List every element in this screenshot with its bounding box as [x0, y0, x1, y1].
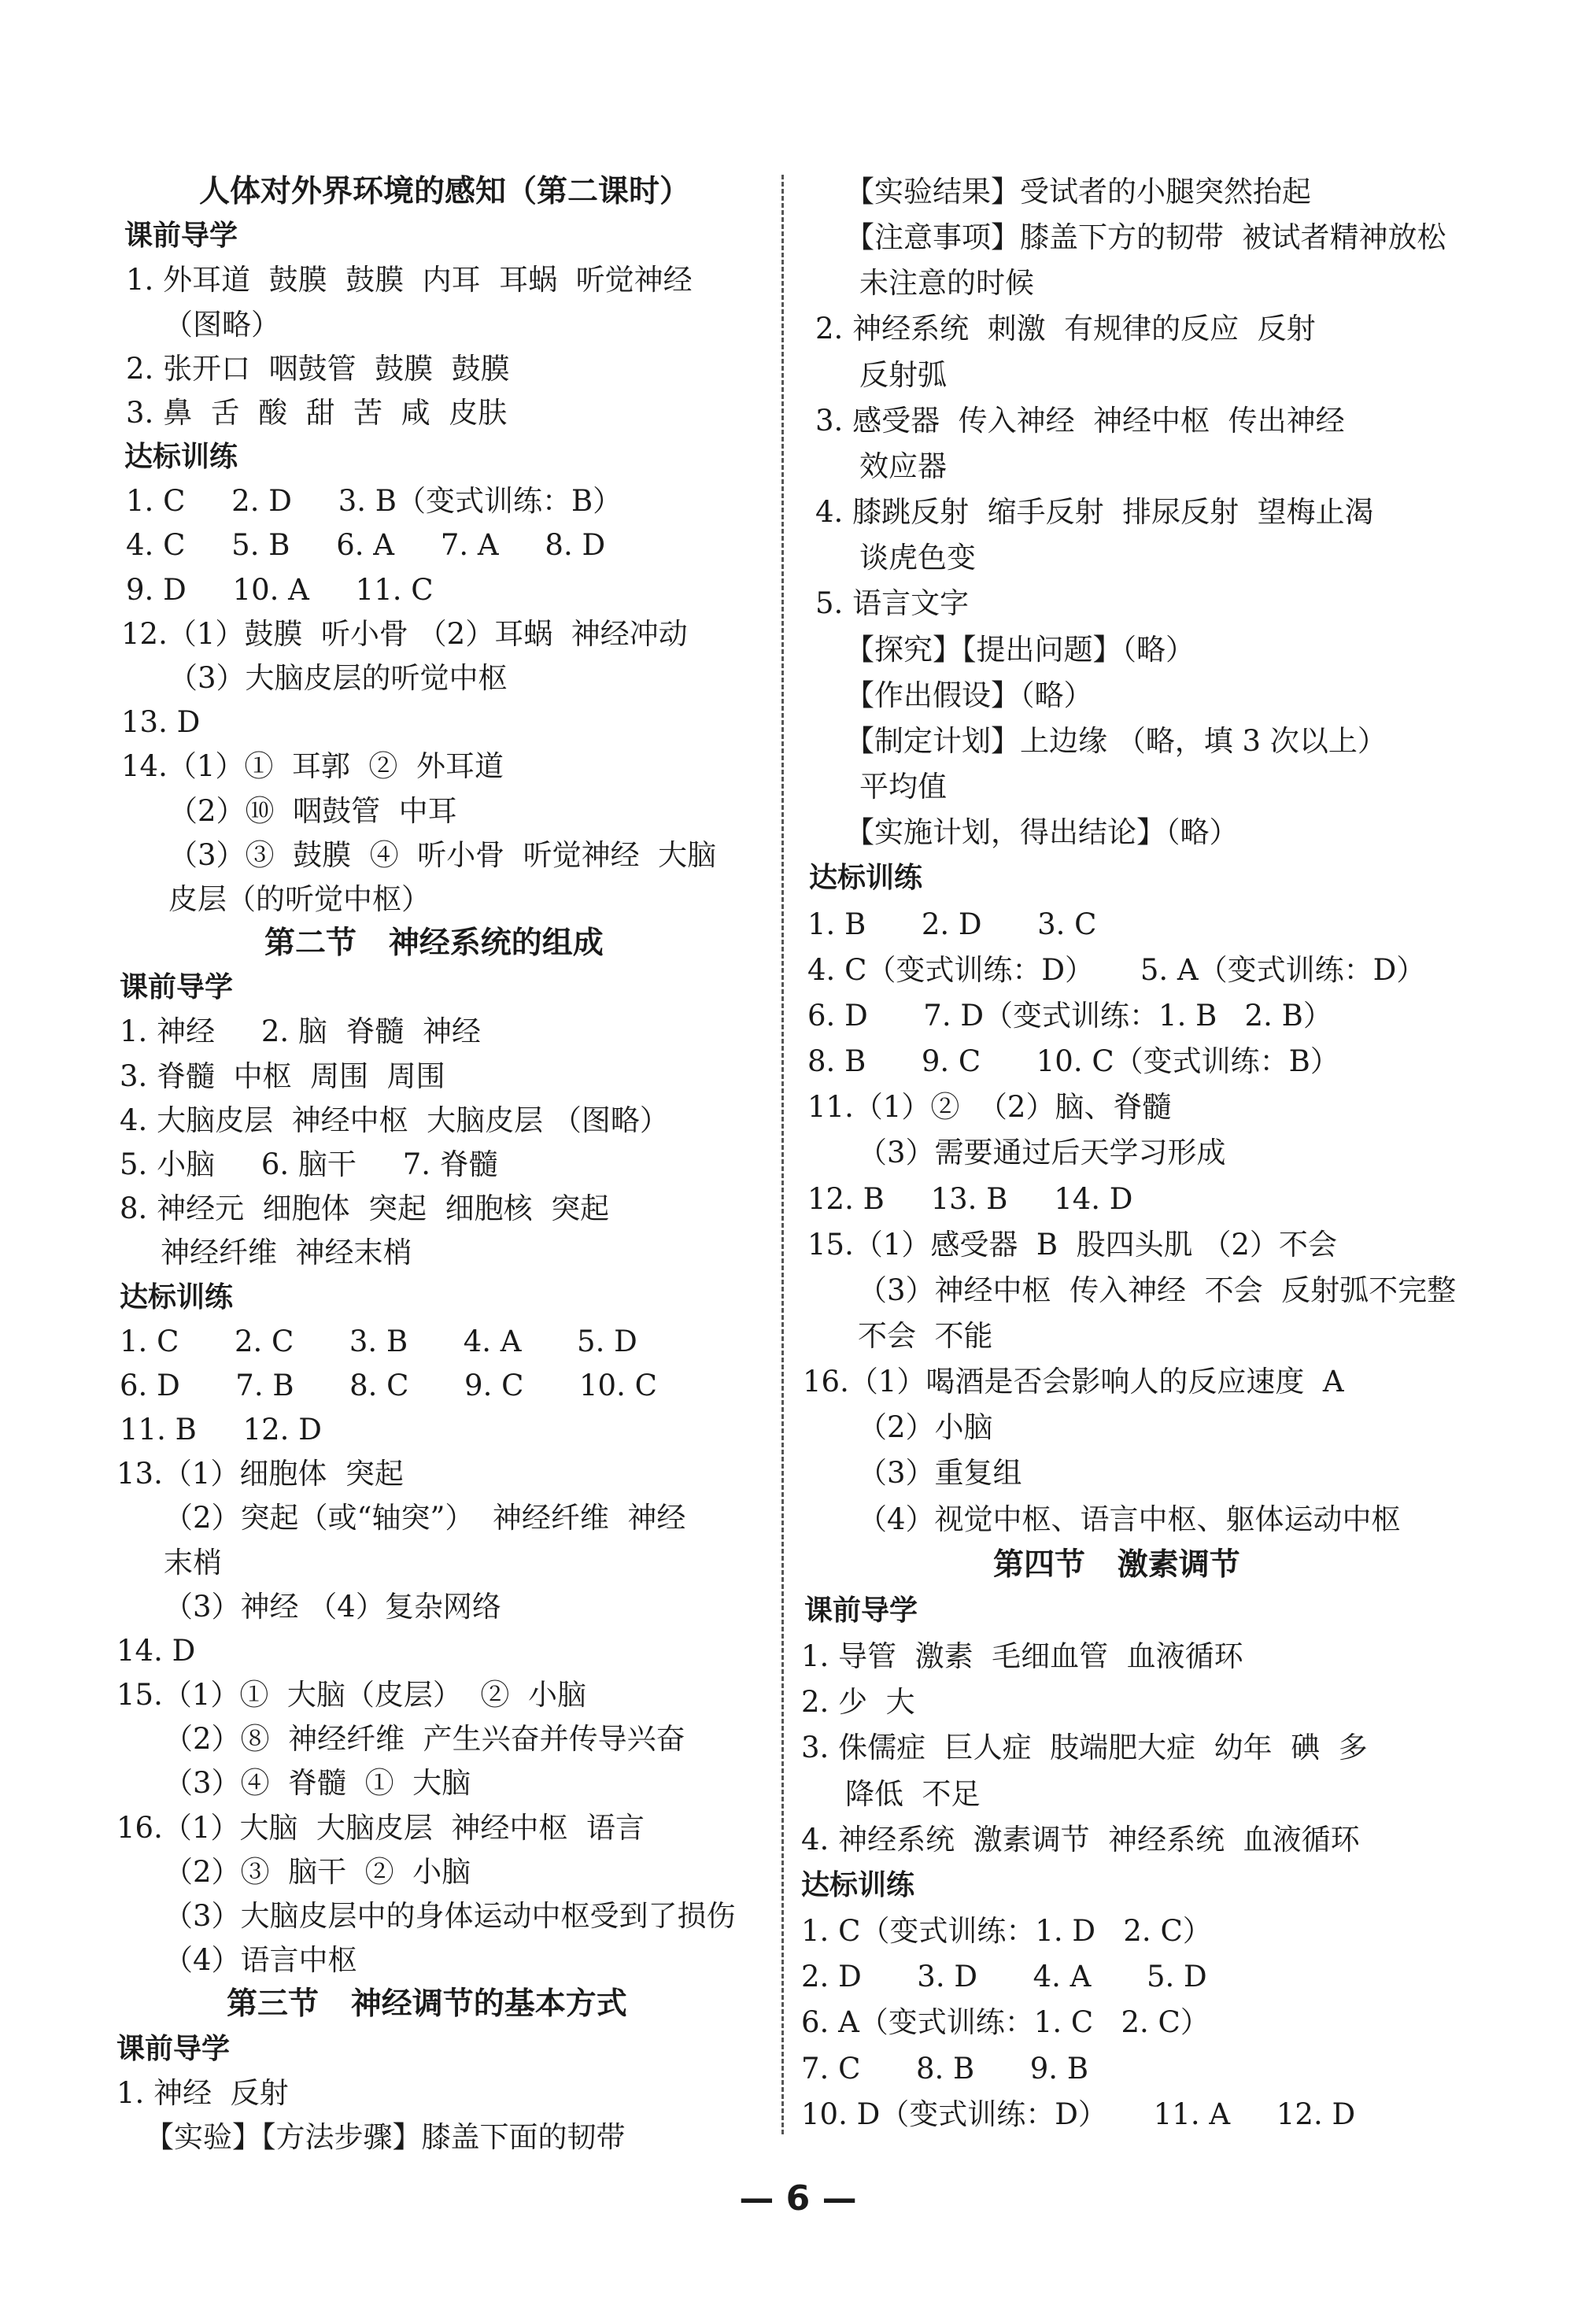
section-heading: 课前导学 — [124, 220, 238, 253]
answer-line: 1. 神经 2. 脑 脊髓 神经 — [120, 1014, 481, 1049]
page-number: — 6 — — [739, 2178, 857, 2219]
answer-line: 【实验】【方法步骤】膝盖下面的韧带 — [145, 2119, 626, 2154]
answer-line: 1. B 2. D 3. C — [807, 907, 1097, 941]
answer-line: 【实施计划，得出结论】（略） — [845, 815, 1239, 850]
answer-line: （3）需要通过后天学习形成 — [858, 1136, 1226, 1170]
answer-line: 4. C 5. B 6. A 7. A 8. D — [126, 528, 606, 563]
answer-line: 平均值 — [859, 770, 947, 804]
answer-line: 【作出假设】（略） — [845, 678, 1093, 712]
answer-line: 【实验结果】受试者的小腿突然抬起 — [845, 175, 1311, 209]
answer-line: （3）大脑皮层的听觉中枢 — [168, 660, 508, 695]
answer-line: 11. B 12. D — [120, 1413, 322, 1447]
answer-line: 1. 神经 反射 — [116, 2075, 289, 2110]
answer-line: 【探究】【提出问题】（略） — [845, 632, 1195, 667]
answer-line: 2. 神经系统 刺激 有规律的反应 反射 — [815, 312, 1316, 346]
answer-line: 15.（1）感受器 B 股四头肌 （2）不会 — [807, 1227, 1337, 1262]
answer-line: 4. 神经系统 激素调节 神经系统 血液循环 — [801, 1822, 1360, 1857]
answer-line: 5. 小脑 6. 脑干 7. 脊髓 — [120, 1147, 498, 1181]
answer-line: 6. D 7. D（变式训练：1. B 2. B） — [807, 998, 1332, 1033]
answer-line: 9. D 10. A 11. C — [126, 572, 434, 607]
column-divider — [781, 175, 784, 2134]
answer-line: 10. D（变式训练：D） 11. A 12. D — [801, 2097, 1356, 2131]
answer-line: 5. 语言文字 — [815, 586, 970, 621]
answer-line: （3）神经 （4）复杂网络 — [164, 1589, 501, 1624]
answer-line: 皮层（的听觉中枢） — [168, 881, 430, 916]
answer-line: 反射弧 — [859, 357, 947, 392]
section-title: 人体对外界环境的感知（第二课时） — [199, 174, 691, 209]
section-heading: 课前导学 — [804, 1594, 918, 1627]
answer-line: 16.（1）喝酒是否会影响人的反应速度 A — [803, 1365, 1344, 1399]
section-heading: 课前导学 — [120, 971, 234, 1004]
answer-line: 12.（1）鼓膜 听小骨 （2）耳蜗 神经冲动 — [121, 616, 688, 651]
answer-line: （3）神经中枢 传入神经 不会 反射弧不完整 — [858, 1273, 1457, 1307]
answer-line: 降低 不足 — [845, 1776, 981, 1811]
answer-line: 8. B 9. C 10. C（变式训练：B） — [807, 1044, 1339, 1079]
answer-line: 末梢 — [164, 1545, 222, 1580]
answer-line: 不会 不能 — [858, 1319, 993, 1353]
answer-line: 3. 侏儒症 巨人症 肢端肥大症 幼年 碘 多 — [801, 1731, 1368, 1765]
answer-line: 1. C 2. C 3. B 4. A 5. D — [120, 1324, 637, 1358]
answer-line: 未注意的时候 — [859, 266, 1034, 301]
answer-line: 7. C 8. B 9. B — [801, 2051, 1089, 2086]
section-heading: 达标训练 — [801, 1868, 915, 1901]
section-title: 第四节 激素调节 — [993, 1546, 1240, 1583]
answer-line: 2. D 3. D 4. A 5. D — [801, 1960, 1207, 1994]
answer-line: 6. A（变式训练：1. C 2. C） — [801, 2005, 1210, 2040]
answer-line: 1. 外耳道 鼓膜 鼓膜 内耳 耳蜗 听觉神经 — [126, 263, 693, 297]
answer-line: 【制定计划】上边缘 （略，填 3 次以上） — [845, 723, 1387, 758]
answer-line: 谈虎色变 — [859, 541, 976, 575]
answer-line: （2）突起（或“轴突”） 神经纤维 神经 — [164, 1501, 686, 1535]
answer-line: 14. D — [116, 1633, 196, 1668]
answer-line: 【注意事项】膝盖下方的韧带 被试者精神放松 — [845, 220, 1446, 255]
answer-line: （4）语言中枢 — [164, 1943, 357, 1978]
answer-line: 3. 鼻 舌 酸 甜 苦 咸 皮肤 — [126, 395, 508, 430]
answer-line: 13.（1）细胞体 突起 — [116, 1457, 404, 1491]
answer-line: 13. D — [121, 705, 201, 740]
answer-line: （2）小脑 — [858, 1410, 993, 1445]
answer-line: （图略） — [164, 307, 280, 342]
answer-line: （2）⑧ 神经纤维 产生兴奋并传导兴奋 — [164, 1722, 685, 1757]
answer-line: 1. 导管 激素 毛细血管 血液循环 — [801, 1639, 1243, 1674]
answer-line: （3）重复组 — [858, 1456, 1022, 1491]
section-heading: 达标训练 — [120, 1280, 234, 1314]
answer-line: （3）③ 鼓膜 ④ 听小骨 听觉神经 大脑 — [168, 837, 717, 872]
answer-line: 2. 张开口 咽鼓管 鼓膜 鼓膜 — [126, 351, 510, 386]
answer-line: 1. C（变式训练：1. D 2. C） — [801, 1914, 1212, 1949]
answer-line: 11.（1）② （2）脑、脊髓 — [807, 1090, 1172, 1125]
answer-line: 16.（1）大脑 大脑皮层 神经中枢 语言 — [116, 1810, 645, 1845]
answer-line: 神经纤维 神经末梢 — [161, 1236, 412, 1270]
answer-line: 4. 大脑皮层 神经中枢 大脑皮层 （图略） — [120, 1103, 669, 1137]
answer-line: 效应器 — [859, 449, 947, 483]
answer-line: 12. B 13. B 14. D — [807, 1181, 1133, 1216]
section-heading: 达标训练 — [809, 862, 923, 895]
answer-line: 8. 神经元 细胞体 突起 细胞核 突起 — [120, 1192, 610, 1226]
answer-line: （2）③ 脑干 ② 小脑 — [164, 1854, 471, 1889]
answer-line: 3. 脊髓 中枢 周围 周围 — [120, 1059, 445, 1093]
section-heading: 课前导学 — [116, 2032, 231, 2065]
section-title: 第二节 神经系统的组成 — [264, 926, 604, 962]
section-heading: 达标训练 — [124, 441, 238, 474]
section-title: 第三节 神经调节的基本方式 — [227, 1986, 627, 2023]
answer-line: 15.（1）① 大脑（皮层） ② 小脑 — [116, 1678, 586, 1713]
answer-line: 14.（1）① 耳郭 ② 外耳道 — [121, 749, 504, 784]
answer-line: （4）视觉中枢、语言中枢、躯体运动中枢 — [858, 1502, 1401, 1536]
answer-line: （3）大脑皮层中的身体运动中枢受到了损伤 — [164, 1899, 736, 1934]
answer-line: 3. 感受器 传入神经 神经中枢 传出神经 — [815, 403, 1345, 438]
answer-line: （2）⑩ 咽鼓管 中耳 — [168, 793, 457, 828]
answer-line: 2. 少 大 — [801, 1685, 915, 1720]
answer-line: 4. 膝跳反射 缩手反射 排尿反射 望梅止渴 — [815, 495, 1374, 530]
answer-line: 4. C（变式训练：D） 5. A（变式训练：D） — [807, 952, 1426, 987]
answer-line: 1. C 2. D 3. B（变式训练：B） — [126, 484, 623, 519]
answer-line: 6. D 7. B 8. C 9. C 10. C — [120, 1368, 657, 1402]
answer-line: （3）④ 脊髓 ① 大脑 — [164, 1766, 471, 1801]
